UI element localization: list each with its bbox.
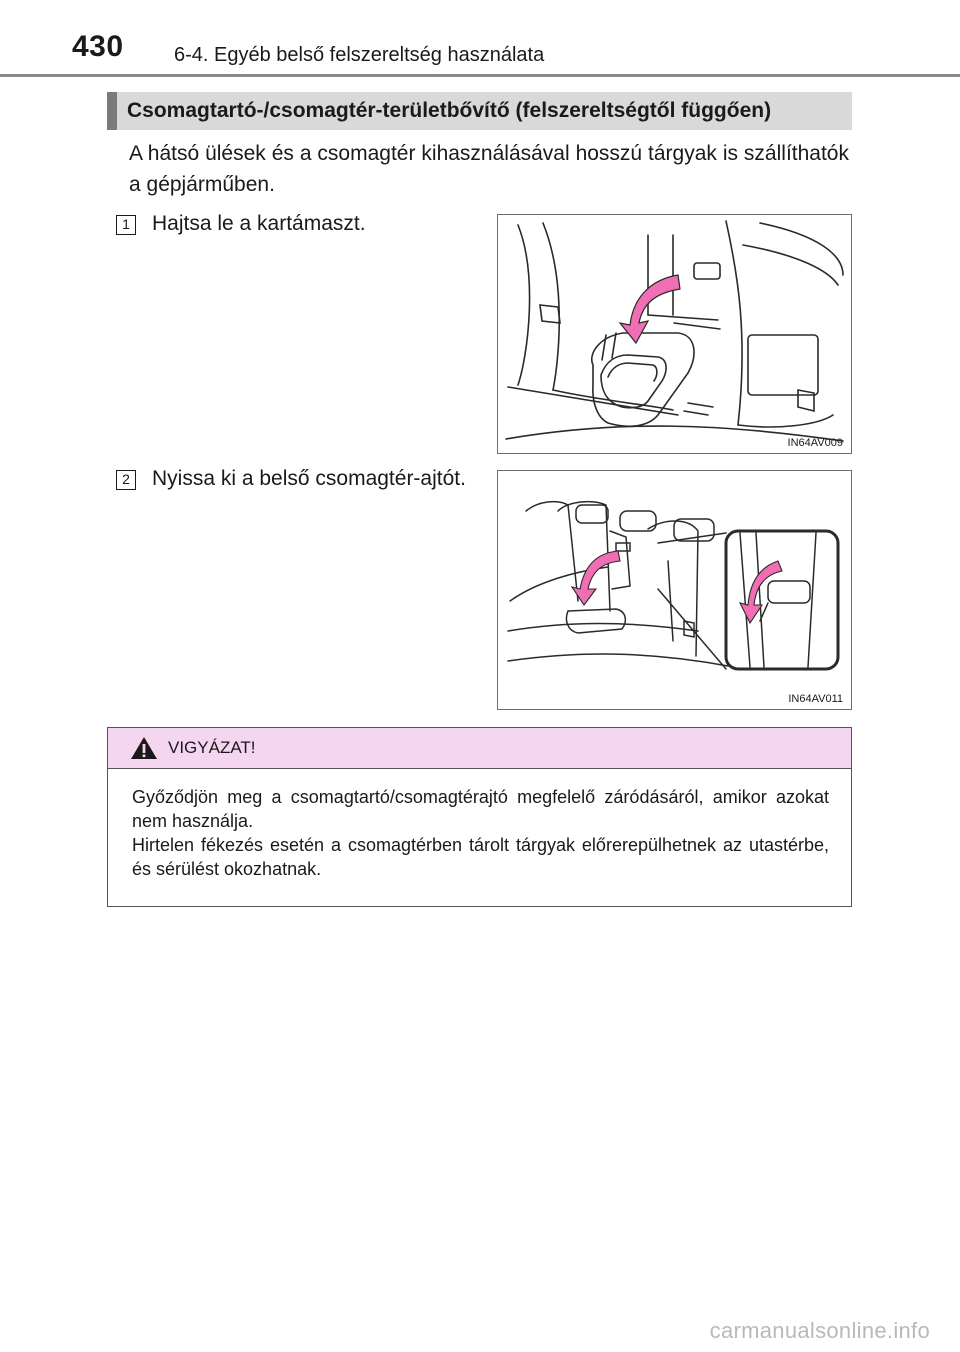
caution-header xyxy=(108,728,851,769)
step-text-1: Hajtsa le a kartámaszt. xyxy=(152,212,366,235)
section-title: Csomagtartó-/csomagtér-területbővítő (felszereltségtől függően) xyxy=(127,99,772,122)
header-rule xyxy=(0,74,960,77)
caution-paragraph-2: Hirtelen fékezés esetén a csomagtérben tárolt tárgyak előrerepülhetnek az utastérbe, és sérülést okozhatnak. xyxy=(132,835,829,879)
caution-paragraph-1: Győződjön meg a csomagtartó/csomagtérajtó megfelelő záródásáról, amikor azokat nem használja. xyxy=(132,787,829,831)
caution-title: VIGYÁZAT! xyxy=(168,738,256,757)
armrest-illustration xyxy=(498,215,850,452)
page-number: 430 xyxy=(72,30,124,63)
caution-body xyxy=(108,769,851,881)
step-text-2: Nyissa ki a belső csomagtér-ajtót. xyxy=(152,467,466,490)
figure-code-1: IN64AV009 xyxy=(787,437,843,449)
caution-box xyxy=(107,727,852,907)
figure-trunk-door xyxy=(497,470,852,710)
warning-triangle-icon xyxy=(130,736,158,760)
step-number-1: 1 xyxy=(116,215,136,235)
step-number-2: 2 xyxy=(116,470,136,490)
running-head: 6-4. Egyéb belső felszereltség használata xyxy=(174,44,545,66)
figure-armrest xyxy=(497,214,852,454)
section-intro: A hátsó ülések és a csomagtér kihasználásával hosszú tárgyak is szállíthatók a gépjárműben. xyxy=(129,142,849,196)
figure-code-2: IN64AV011 xyxy=(788,693,843,705)
seat-arrow xyxy=(572,551,620,605)
watermark: carmanualsonline.info xyxy=(709,1318,930,1343)
trunk-door-illustration xyxy=(498,471,850,708)
section-title-bar xyxy=(107,92,852,130)
